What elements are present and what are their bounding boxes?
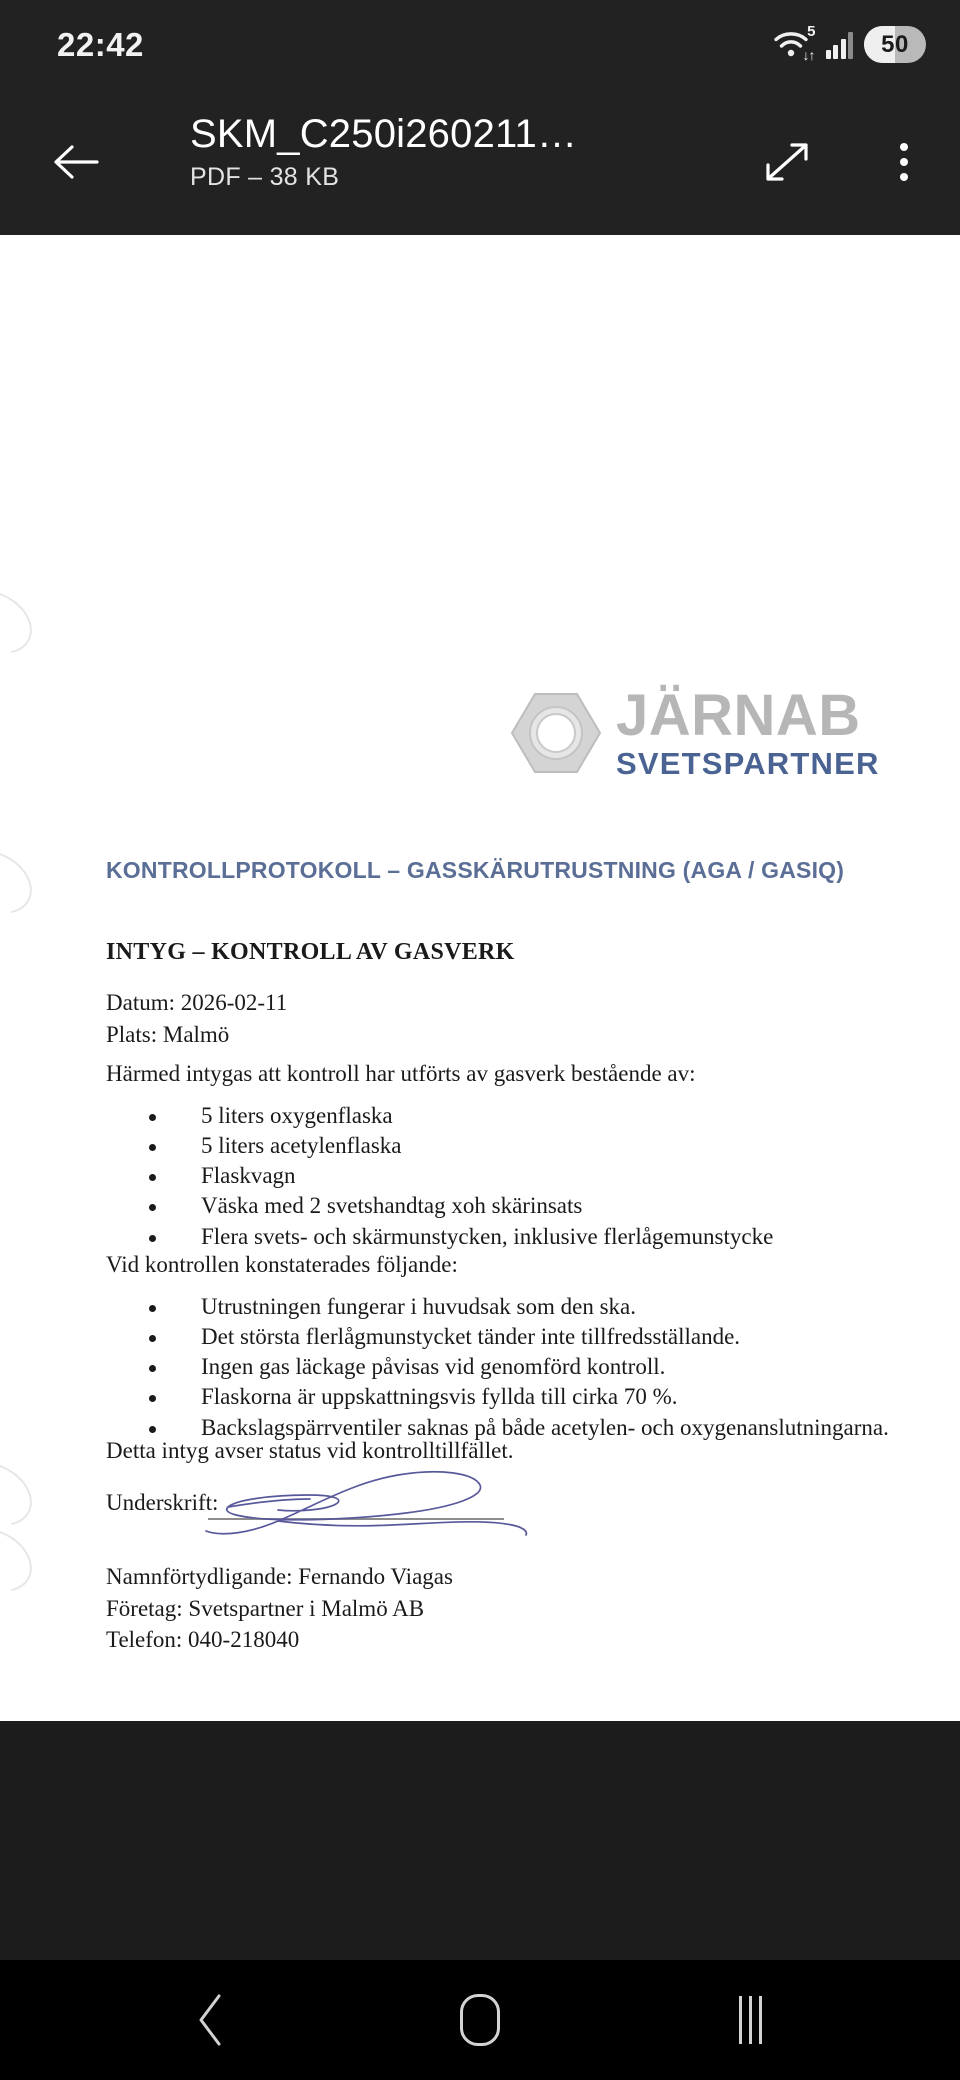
contact-block bbox=[106, 1561, 453, 1656]
company-logo bbox=[508, 683, 880, 781]
cellular-signal-icon bbox=[826, 31, 854, 59]
logo-company-name: JÄRNAB bbox=[616, 683, 861, 748]
list-item: 5 liters oxygenflaska bbox=[148, 1101, 773, 1131]
logo-tagline: SVETSPARTNER bbox=[616, 746, 880, 781]
equipment-intro: Härmed intygas att kontroll har utförts av gasverk bestående av: bbox=[106, 1061, 696, 1086]
hex-nut-icon bbox=[508, 689, 604, 777]
contact-name: Namnförtydligande: Fernando Viagas bbox=[106, 1564, 453, 1589]
list-item: Flaskvagn bbox=[148, 1161, 773, 1191]
list-item: Flaskorna är uppskattningsvis fyllda till cirka 70 %. bbox=[148, 1382, 889, 1412]
battery-level-label: 50 bbox=[881, 30, 909, 58]
scan-artifact bbox=[0, 838, 43, 927]
overflow-menu-button[interactable] bbox=[875, 130, 933, 194]
overflow-dot bbox=[900, 158, 908, 166]
meta-place: Plats: Malmö bbox=[106, 1021, 230, 1047]
scan-artifact bbox=[0, 1450, 43, 1539]
signature-line bbox=[208, 1518, 504, 1520]
handwritten-signature bbox=[192, 1463, 532, 1543]
closing-statement: Detta intyg avser status vid kontrolltillfället. bbox=[106, 1438, 514, 1463]
document-title: SKM_C250i260211… bbox=[190, 112, 578, 156]
app-bar bbox=[0, 90, 960, 235]
list-item: Det största flerlågmunstycket tänder inte tillfredsställande. bbox=[148, 1322, 889, 1352]
list-item: Flera svets- och skärmunstycken, inklusive flerlågemunstycke bbox=[148, 1222, 773, 1252]
contact-company: Företag: Svetspartner i Malmö AB bbox=[106, 1595, 425, 1621]
wifi-generation-label: 5 bbox=[807, 22, 816, 40]
status-bar bbox=[0, 0, 960, 90]
findings-list bbox=[148, 1292, 889, 1443]
nav-home-icon bbox=[460, 1994, 500, 2046]
system-navigation-bar bbox=[0, 1960, 960, 2080]
list-item: Backslagspärrventiler saknas på både acetylen- och oxygenanslutningarna. bbox=[148, 1413, 889, 1443]
document-subtitle: PDF – 38 KB bbox=[190, 163, 340, 191]
logo-wordmark bbox=[616, 683, 880, 781]
signature-label: Underskrift: bbox=[106, 1490, 219, 1515]
battery-icon bbox=[864, 26, 926, 63]
contact-phone: Telefon: 040-218040 bbox=[106, 1627, 300, 1653]
back-button[interactable] bbox=[42, 128, 110, 196]
list-item: Utrustningen fungerar i huvudsak som den ska. bbox=[148, 1292, 889, 1322]
nav-recents-icon bbox=[739, 1996, 762, 2044]
certificate-title: INTYG – KONTROLL AV GASVERK bbox=[106, 939, 515, 965]
scan-artifact bbox=[0, 1516, 43, 1605]
protocol-heading: KONTROLLPROTOKOLL – GASSKÄRUTRUSTNING (AGA / GASIQ) bbox=[106, 857, 845, 883]
status-icons bbox=[773, 22, 927, 63]
findings-intro: Vid kontrollen konstaterades följande: bbox=[106, 1252, 458, 1277]
list-item: Väska med 2 svetshandtag xoh skärinsats bbox=[148, 1191, 773, 1221]
nav-home-button[interactable] bbox=[400, 1960, 560, 2080]
nav-back-button[interactable] bbox=[130, 1960, 290, 2080]
pdf-page bbox=[0, 235, 960, 1721]
viewer-background bbox=[0, 1721, 960, 1960]
list-item: Ingen gas läckage påvisas vid genomförd kontroll. bbox=[148, 1352, 889, 1382]
scan-artifact bbox=[0, 578, 43, 667]
nav-recents-button[interactable] bbox=[670, 1960, 830, 2080]
document-meta bbox=[106, 987, 287, 1050]
status-clock: 22:42 bbox=[57, 26, 144, 63]
wifi-icon bbox=[773, 22, 816, 63]
overflow-dot bbox=[900, 143, 908, 151]
meta-date: Datum: 2026-02-11 bbox=[106, 990, 288, 1015]
list-item: 5 liters acetylenflaska bbox=[148, 1131, 773, 1161]
nav-back-icon bbox=[193, 1992, 227, 2048]
overflow-dot bbox=[900, 173, 908, 181]
wifi-traffic-arrows: ↓↑ bbox=[802, 46, 815, 63]
equipment-list bbox=[148, 1101, 773, 1252]
expand-button[interactable] bbox=[755, 130, 819, 194]
document-title-block bbox=[190, 112, 680, 192]
pdf-viewer[interactable] bbox=[0, 235, 960, 1721]
